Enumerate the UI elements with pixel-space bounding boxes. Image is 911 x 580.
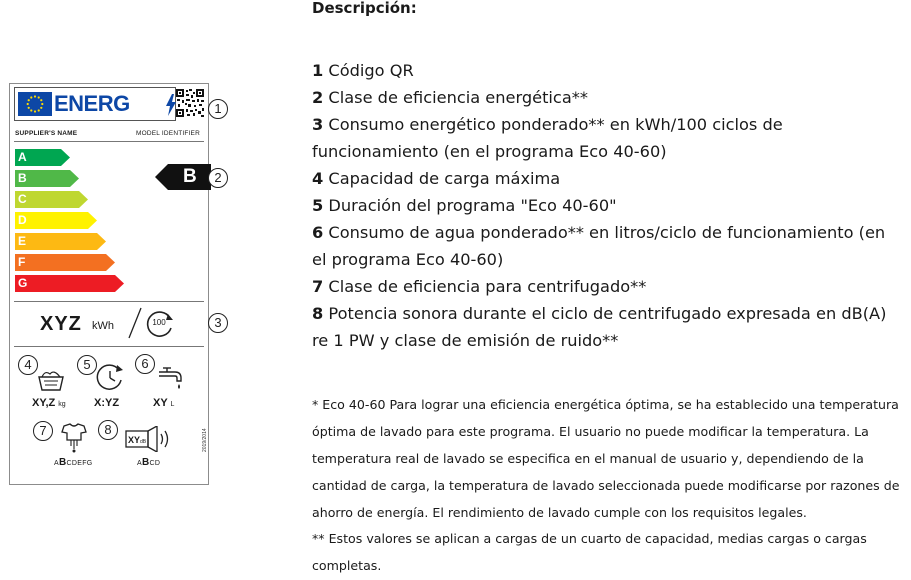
description-item-number: 7 <box>312 277 324 296</box>
description-item-number: 6 <box>312 223 324 242</box>
footnote-line: cantidad de carga, la temperatura de lavado seleccionada puede modificarse por razones de <box>312 477 900 493</box>
energy-consumption-unit: kWh <box>92 320 114 332</box>
callout-7-circle: 7 <box>33 421 53 441</box>
efficiency-bar-b <box>15 170 79 187</box>
divider <box>14 346 204 347</box>
description-item-text: Consumo de agua ponderado** en litros/ciclo de funcionamiento (en <box>328 223 886 242</box>
description-item-text: Clase de eficiencia energética** <box>328 88 588 107</box>
noise-unit: dB <box>140 439 147 445</box>
regulation-code: 2019/2014 <box>202 428 208 452</box>
capacity-field <box>32 397 66 411</box>
footnote-line: completas. <box>312 558 382 574</box>
efficiency-bar-label: G <box>18 276 28 290</box>
slash-divider <box>128 307 142 339</box>
footnote-line: óptima de lavado para este programa. El usuario no puede modificar la temperatura. La <box>312 423 869 439</box>
description-item-number: 1 <box>312 61 324 80</box>
description-item-text: funcionamiento (en el programa Eco 40-60) <box>312 142 667 161</box>
callout-6-circle: 6 <box>135 354 155 374</box>
description-item-text: re 1 PW y clase de emisión de ruido** <box>312 331 619 350</box>
efficiency-bar-label: E <box>18 234 27 248</box>
description-item-number: 3 <box>312 115 324 134</box>
water-tap-icon <box>155 362 187 392</box>
capacity-value: XY,Z <box>32 397 56 409</box>
noise-value: XY <box>128 435 141 445</box>
description-title: Descripción: <box>312 0 417 17</box>
description-item-text: Potencia sonora durante el ciclo de centrifugado expresada en dB(A) <box>328 304 887 323</box>
footnote-line: temperatura real de lavado se especifica en el manual de usuario y, dependiendo de la <box>312 450 864 466</box>
energy-label-title: ENERG <box>54 91 130 116</box>
efficiency-bar-d <box>15 212 97 229</box>
noise-class-grade <box>137 458 160 468</box>
efficiency-bar-e <box>15 233 106 250</box>
spin-class-grade <box>54 458 93 468</box>
efficiency-bar-a <box>15 149 70 166</box>
noise-field <box>128 434 146 449</box>
cycles-count: 100 <box>152 318 166 327</box>
description-item-text: el programa Eco 40-60) <box>312 250 504 269</box>
efficiency-bar-label: B <box>18 171 27 185</box>
description-item-line <box>312 138 911 165</box>
model-identifier: MODEL IDENTIFIER <box>136 130 200 137</box>
label-header <box>14 87 176 121</box>
efficiency-bar-label: A <box>18 150 27 164</box>
current-class-letter: B <box>183 166 197 187</box>
description-item-text: Capacidad de carga máxima <box>328 169 561 188</box>
description-item-line <box>312 192 911 219</box>
water-consumption-field <box>153 397 174 411</box>
description-item-number: 8 <box>312 304 324 323</box>
eu-flag-icon <box>18 92 52 116</box>
description-item-line <box>312 84 911 111</box>
noise-grade-current: B <box>141 457 150 468</box>
capacity-unit: kg <box>58 401 66 408</box>
spin-grade-post: CDEFG <box>66 460 93 467</box>
efficiency-bar-label: D <box>18 213 27 227</box>
energy-consumption-value: XYZ <box>40 313 82 335</box>
callout-5-circle: 5 <box>77 355 97 375</box>
clock-icon <box>95 362 125 392</box>
description-item-line <box>312 246 911 273</box>
description-item-text: Código QR <box>328 61 414 80</box>
efficiency-bar-f <box>15 254 115 271</box>
noise-grade-post: CD <box>149 460 161 467</box>
water-consumption-unit: L <box>170 401 175 408</box>
supplier-name: SUPPLIER'S NAME <box>15 130 78 137</box>
water-consumption-value: XY <box>153 397 168 409</box>
spin-grade-pre: A <box>54 460 59 467</box>
description-item-number: 4 <box>312 169 324 188</box>
efficiency-bar-c <box>15 191 88 208</box>
qr-code-icon <box>176 89 204 117</box>
description-item-line <box>312 165 911 192</box>
description-item-line <box>312 57 911 84</box>
description-item-line <box>312 273 911 300</box>
description-item-line <box>312 219 911 246</box>
description-list <box>312 57 911 354</box>
spin-shirt-icon <box>60 422 88 454</box>
description-item-number: 5 <box>312 196 324 215</box>
program-duration-value: X:YZ <box>94 397 120 409</box>
callout-4-circle: 4 <box>18 355 38 375</box>
description-item-text: Duración del programa "Eco 40-60" <box>328 196 617 215</box>
callout-1-circle: 1 <box>208 99 228 119</box>
footnote-line: ahorro de energía. El rendimiento de lavado cumple con los requisitos legales. <box>312 504 807 520</box>
description-item-line <box>312 300 911 327</box>
laundry-basket-icon <box>36 369 66 391</box>
footnotes <box>312 392 911 580</box>
footnote-line: * Eco 40-60 Para lograr una eficiencia energética óptima, se ha establecido una temperatura <box>312 397 899 412</box>
footnote-line: ** Estos valores se aplican a cargas de un cuarto de capacidad, medias cargas o cargas <box>312 531 867 547</box>
noise-grade-pre: A <box>137 460 142 467</box>
spin-grade-current: B <box>58 457 67 468</box>
callout-2-circle: 2 <box>208 168 228 188</box>
divider <box>14 301 204 302</box>
description-item-line <box>312 327 911 354</box>
callout-3-circle: 3 <box>208 313 228 333</box>
description-item-number: 2 <box>312 88 324 107</box>
description-item-line <box>312 111 911 138</box>
efficiency-bar-label: C <box>18 192 27 206</box>
efficiency-bar-g <box>15 275 124 292</box>
divider <box>14 141 204 142</box>
description-item-text: Clase de eficiencia para centrifugado** <box>328 277 647 296</box>
callout-8-circle: 8 <box>98 420 118 440</box>
description-item-text: Consumo energético ponderado** en kWh/100 ciclos de <box>328 115 783 134</box>
efficiency-bar-label: F <box>18 255 26 269</box>
